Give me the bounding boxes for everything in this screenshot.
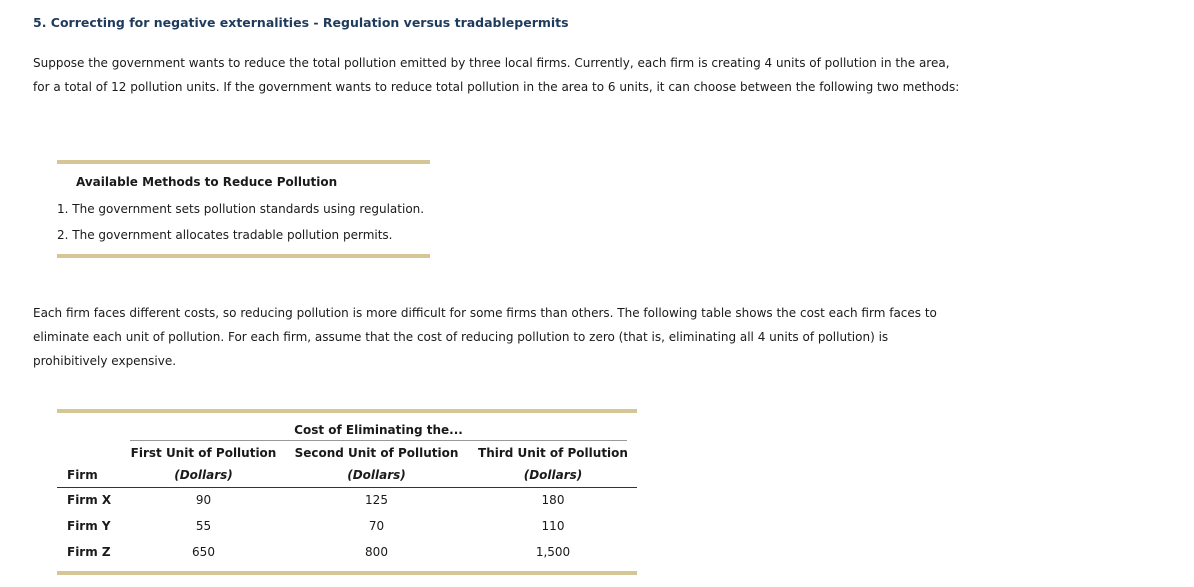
table-row-firm-x-label: Firm X	[67, 493, 112, 507]
table-cell: 55	[195, 519, 212, 533]
column-header-first-unit: First Unit of Pollution	[130, 446, 277, 460]
table-cell: 800	[365, 545, 388, 559]
intro-paragraph: Suppose the government wants to reduce the total pollution emitted by three local firms. Currently, each firm is creating 4 units of pollution in the area, for a total of 12 pollution units. If the government wants to reduce total pollution in the area to 6 units, it can choose between the following two methods:	[33, 56, 960, 94]
column-unit-first: (Dollars)	[174, 468, 233, 482]
method-item: 2. The government allocates tradable pollution permits.	[57, 228, 393, 242]
column-header-second-unit: Second Unit of Pollution	[294, 446, 459, 460]
methods-box	[57, 160, 430, 258]
table-group-header: Cost of Eliminating the...	[294, 423, 463, 437]
costs-paragraph: Each firm faces different costs, so reducing pollution is more difficult for some firms than others. The following table shows the cost each firm faces to eliminate each unit of pollution. For each firm, assume that the cost of reducing pollution to zero (that is, eliminating all 4 units of pollution) is prohibitively expensive.	[33, 306, 937, 368]
cost-table	[57, 409, 637, 576]
table-top-rule	[57, 409, 637, 413]
table-cell: 650	[192, 545, 215, 559]
table-cell: 70	[368, 519, 385, 533]
table-row-firm-z-label: Firm Z	[67, 545, 111, 559]
method-item: 1. The government sets pollution standards using regulation.	[57, 202, 425, 216]
table-cell: 1,500	[535, 545, 571, 559]
column-header-firm: Firm	[67, 468, 98, 482]
methods-top-rule	[57, 160, 430, 164]
column-unit-third: (Dollars)	[523, 468, 583, 482]
methods-title: Available Methods to Reduce Pollution	[76, 175, 338, 189]
table-cell: 180	[541, 493, 565, 507]
table-bottom-rule	[57, 571, 637, 575]
methods-bottom-rule	[57, 254, 430, 258]
group-header-underline	[130, 440, 627, 441]
methods-list	[57, 199, 424, 251]
table-cell: 110	[541, 519, 565, 533]
table-row-firm-y-label: Firm Y	[67, 519, 111, 533]
column-header-third-unit: Third Unit of Pollution	[478, 446, 628, 460]
column-unit-second: (Dollars)	[347, 468, 406, 482]
table-cell: 90	[195, 493, 212, 507]
table-cell: 125	[365, 493, 388, 507]
table-header-divider	[57, 487, 637, 488]
page-title: 5. Correcting for negative externalities - Regulation versus tradablepermits	[33, 15, 569, 30]
